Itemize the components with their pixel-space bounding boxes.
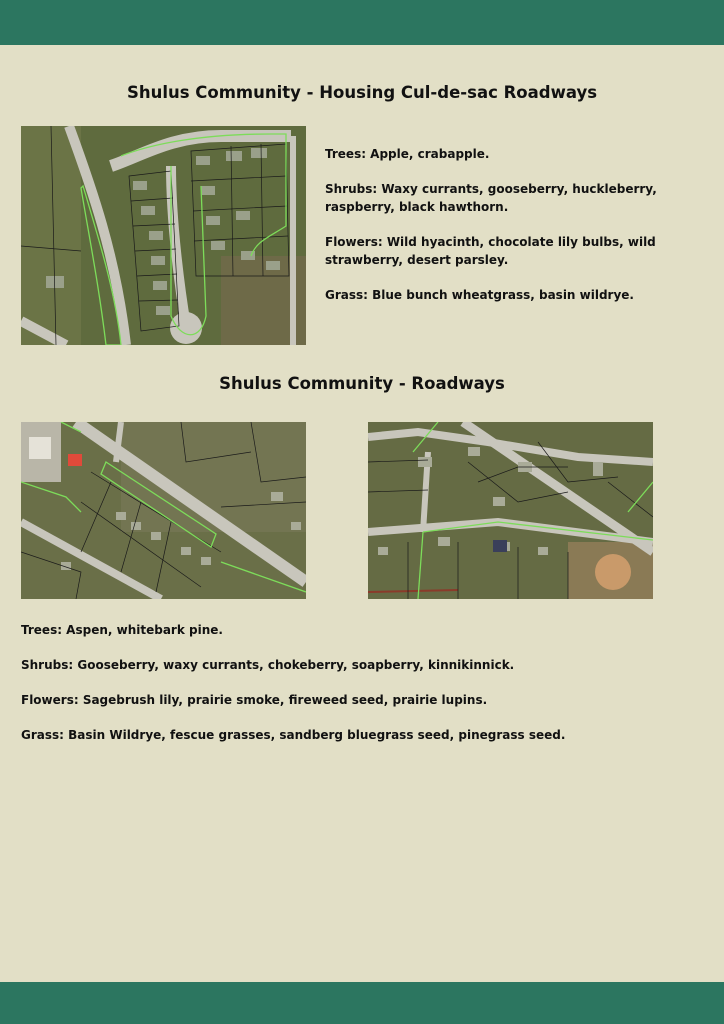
section2-plant-list: [21, 621, 701, 761]
section2-title: Shulus Community - Roadways: [219, 374, 505, 393]
section1-grass: Grass: Blue bunch wheatgrass, basin wildrye.: [325, 288, 634, 302]
section1-title: Shulus Community - Housing Cul-de-sac Roadways: [126, 83, 598, 102]
section2-grass: Grass: Basin Wildrye, fescue grasses, sandberg bluegrass seed, pinegrass seed.: [21, 728, 566, 742]
section1-flowers: Flowers: Wild hyacinth, chocolate lily bulbs, wild strawberry, desert parsley.: [325, 235, 656, 267]
roadways-aerial-map-right: [368, 422, 653, 599]
header-band: [0, 0, 724, 45]
culdesac-aerial-map: [21, 126, 306, 345]
section2-shrubs: Shrubs: Gooseberry, waxy currants, chokeberry, soapberry, kinnikinnick.: [21, 658, 515, 672]
footer-band: [0, 982, 724, 1024]
section2-flowers: Flowers: Sagebrush lily, prairie smoke, fireweed seed, prairie lupins.: [21, 693, 488, 707]
roadways-aerial-map-left: [21, 422, 306, 599]
section2-trees: Trees: Aspen, whitebark pine.: [21, 623, 223, 637]
section1-plant-list: [325, 145, 685, 321]
section1-shrubs: Shrubs: Waxy currants, gooseberry, huckleberry, raspberry, black hawthorn.: [325, 182, 657, 214]
section1-trees: Trees: Apple, crabapple.: [325, 147, 490, 161]
